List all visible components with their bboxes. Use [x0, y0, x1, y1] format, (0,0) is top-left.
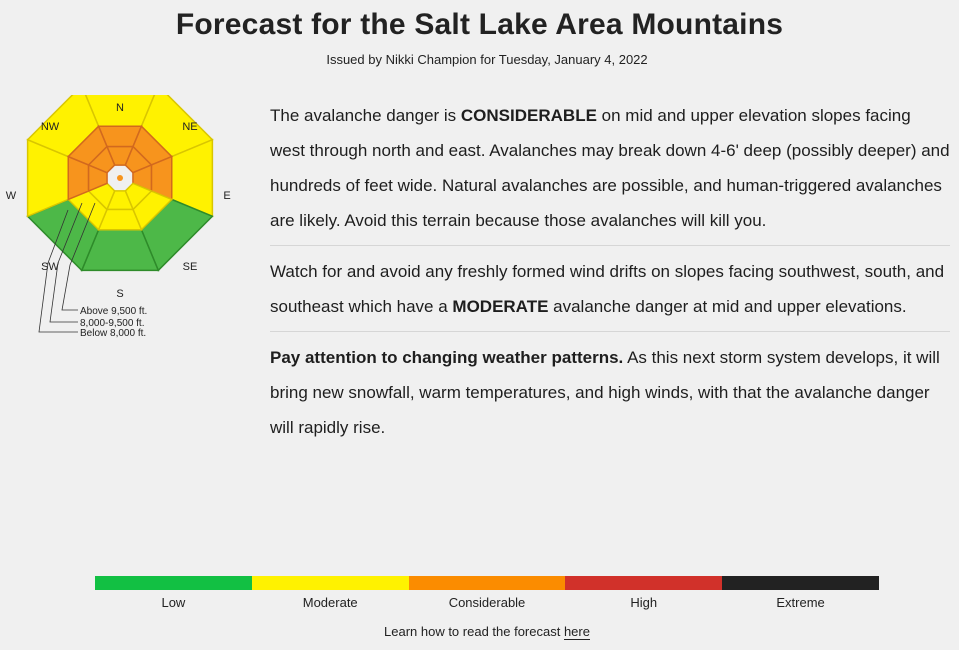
danger-rose [0, 95, 245, 345]
rose-center [117, 175, 123, 181]
legend-mid: 8,000-9,500 ft. [80, 318, 145, 329]
direction-label-w: W [5, 190, 17, 202]
direction-label-ne: NE [182, 121, 198, 133]
learn-forecast-line: Learn how to read the forecast here [384, 624, 590, 639]
learn-here-link[interactable]: here [563, 624, 590, 639]
danger-considerable: CONSIDERABLE [460, 106, 597, 125]
scale-high: High [565, 576, 722, 610]
direction-label-n: N [116, 102, 124, 114]
direction-label-e: E [223, 190, 231, 202]
scale-bar-moderate [252, 576, 409, 590]
forecast-summary [270, 98, 950, 445]
divider [270, 245, 950, 246]
danger-scale [95, 576, 879, 610]
scale-considerable: Considerable [409, 576, 566, 610]
legend-below: Below 8,000 ft. [80, 328, 147, 339]
scale-moderate: Moderate [252, 576, 409, 610]
legend-above: Above 9,500 ft. [80, 306, 148, 317]
issued-by-line: Issued by Nikki Champion for Tuesday, January 4, 2022 [326, 52, 648, 67]
danger-moderate: MODERATE [452, 297, 549, 316]
direction-label-se: SE [182, 261, 198, 273]
scale-extreme: Extreme [722, 576, 879, 610]
scale-low: Low [95, 576, 252, 610]
scale-bar-extreme [722, 576, 879, 590]
scale-bar-low [95, 576, 252, 590]
summary-paragraph-1: The avalanche danger is CONSIDERABLE on mid and upper elevation slopes facing west through north and east. Avalanches may break down 4-6' deep (possibly deeper) and hundreds of feet wide. Natural avalanches are possible, and human-triggered avalanches are likely. Avoid this terrain because those avalanches will kill you. [270, 106, 950, 230]
direction-label-nw: NW [40, 121, 60, 133]
summary-paragraph-3: Pay attention to changing weather patterns. As this next storm system develops, it will bring new snowfall, warm temperatures, and high winds, with that the avalanche danger will rapidly rise. [270, 348, 940, 437]
summary-paragraph-2: Watch for and avoid any freshly formed wind drifts on slopes facing southwest, south, and southeast which have a MODERATE avalanche danger at mid and upper elevations. [270, 262, 945, 316]
direction-label-sw: SW [41, 261, 59, 273]
direction-label-s: S [116, 288, 124, 300]
scale-bar-high [565, 576, 722, 590]
scale-bar-considerable [409, 576, 566, 590]
weather-callout: Pay attention to changing weather patterns. [270, 348, 624, 367]
page-title: Forecast for the Salt Lake Area Mountains [175, 8, 784, 41]
divider [270, 331, 950, 332]
